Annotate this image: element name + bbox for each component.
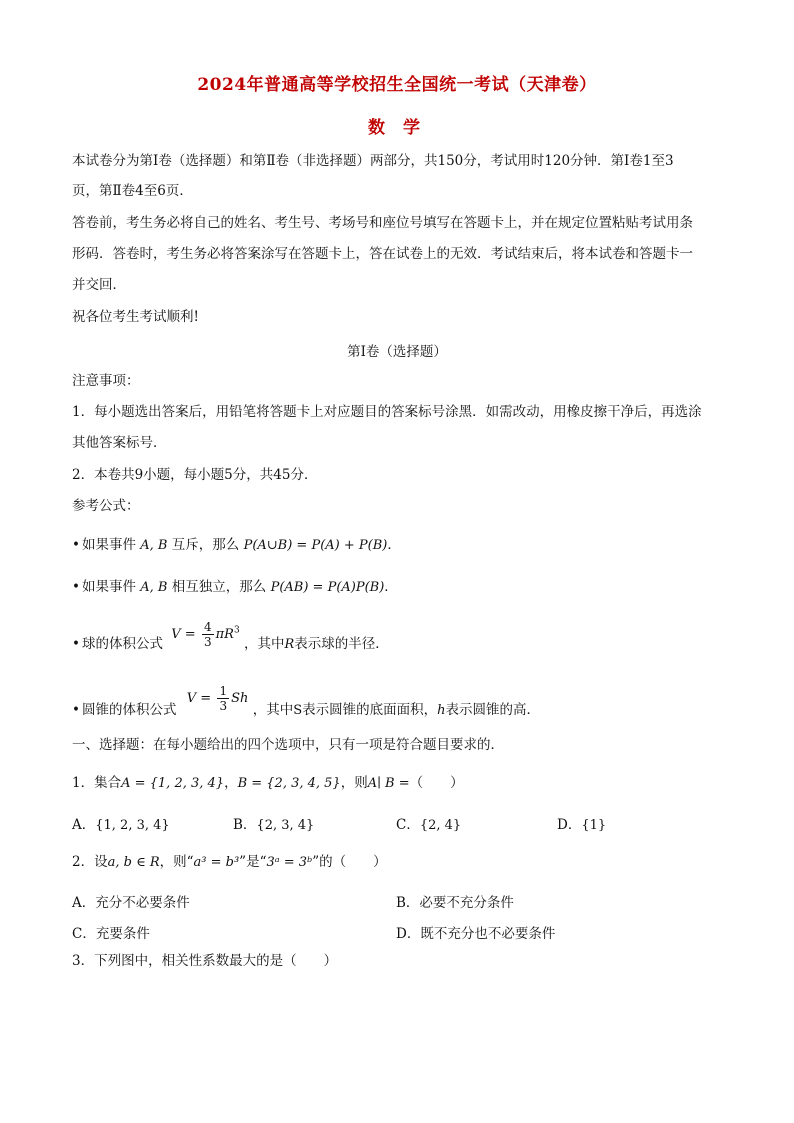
question-text: ，: [224, 775, 238, 791]
notice-label: 注意事项：: [72, 373, 140, 389]
option-label: C．: [72, 926, 96, 942]
formula-var: S: [293, 703, 303, 718]
notice-item: 2．本卷共9小题，每小题5分，共45分．: [72, 467, 318, 483]
formula-var: h: [437, 703, 446, 718]
formula-text: ，其中: [244, 636, 285, 652]
option-label: D．: [396, 926, 421, 942]
formula-text: 表示圆锥的底面面积，: [302, 702, 438, 718]
condition-1: a³ = b³: [193, 855, 240, 870]
question-1-stem: [72, 774, 464, 793]
fraction: $\frac{1}{3}$: [219, 684, 228, 713]
exponent: 3: [233, 625, 240, 636]
formula-text: ，其中: [252, 702, 294, 718]
condition-2: 3ᵃ = 3ᵇ: [266, 855, 313, 870]
formula-text: 表示球的半径．: [294, 636, 389, 652]
formula-expression: P(AB) = P(A)P(B): [270, 580, 385, 595]
question-expression: A∣ B =: [367, 776, 410, 791]
formula-lhs: V =: [186, 691, 212, 706]
option-label: B．: [233, 817, 257, 833]
question-3-stem: 3．下列图中，相关性系数最大的是（ ）: [72, 953, 338, 969]
intro-paragraph-line: 答卷前，考生务必将自己的姓名、考生号、考场号和座位号填写在答题卡上，并在规定位置粘贴考试用条: [72, 215, 693, 231]
option-label: C．: [396, 817, 420, 833]
option-value: 既不充分也不必要条件: [420, 926, 556, 942]
bullet-icon: •: [72, 702, 80, 718]
option-label: D．: [557, 817, 582, 833]
option-value: {2, 3, 4}: [256, 818, 315, 833]
bullet-icon: •: [72, 537, 80, 553]
formula-text: 圆锥的体积公式: [81, 702, 177, 718]
formula-rhs: Sh: [231, 691, 249, 706]
intro-paragraph-line: 本试卷分为第Ⅰ卷（选择题）和第Ⅱ卷（非选择题）两部分，共150分，考试用时120分钟．第Ⅰ卷1至3: [72, 153, 674, 169]
formula-var: R: [284, 637, 295, 652]
q1-option-c[interactable]: [396, 813, 461, 833]
question-text: ，则“: [159, 854, 194, 870]
exam-title: 2024年普通高等学校招生全国统一考试（天津卷）: [197, 75, 597, 95]
q1-option-b[interactable]: [233, 813, 314, 833]
option-value: {1, 2, 3, 4}: [95, 818, 170, 833]
q1-option-d[interactable]: [557, 813, 606, 833]
q2-option-a[interactable]: [72, 891, 190, 911]
formula-cone-volume: [72, 684, 540, 725]
formula-text: 如果事件: [81, 579, 136, 595]
formula-text: 球的体积公式: [81, 636, 163, 652]
question-vars: a, b ∈ R: [107, 855, 160, 870]
question-2-stem: [72, 853, 387, 872]
question-text: ”的（ ）: [312, 854, 387, 870]
bullet-icon: •: [72, 636, 80, 652]
option-label: A．: [72, 817, 96, 833]
formula-text: 相互独立，那么: [171, 579, 267, 595]
good-luck-line: 祝各位考生考试顺利!: [72, 309, 199, 325]
q1-option-a[interactable]: [72, 813, 170, 833]
subject-heading: 数 学: [368, 118, 426, 138]
question-text: 1．集合: [72, 775, 122, 791]
question-text: ，则: [340, 775, 368, 791]
formula-vars: A, B: [140, 538, 168, 553]
formula-expression: P(A∪B) = P(A) + P(B): [243, 538, 388, 553]
formula-text: 如果事件: [81, 537, 136, 553]
formula-independent-events: • 如果事件 A, B 相互独立，那么 P(AB) = P(A)P(B)．: [72, 579, 398, 595]
option-label: A．: [72, 895, 96, 911]
formula-sphere-volume: [72, 620, 389, 659]
option-label: B．: [396, 895, 420, 911]
intro-paragraph-line: 形码．答卷时，考生务必将答案涂写在答题卡上，答在试卷上的无效．考试结束后，将本试卷和答题卡一: [72, 246, 693, 262]
question-text: ”是“: [239, 854, 267, 870]
formula-text: 表示圆锥的高．: [445, 702, 540, 718]
intro-paragraph-line: 并交回．: [72, 277, 126, 293]
answer-blank: （ ）: [409, 775, 464, 791]
option-value: 充分不必要条件: [95, 895, 190, 911]
notice-item: 1．每小题选出答案后，用铅笔将答题卡上对应题目的答案标号涂黑．如需改动，用橡皮擦干净后，再选涂: [72, 404, 702, 420]
intro-paragraph-line: 页，第Ⅱ卷4至6页．: [72, 183, 193, 199]
formula-exclusive-events: • 如果事件 A, B 互斥，那么 P(A∪B) = P(A) + P(B)．: [72, 537, 401, 553]
part-heading: 一、选择题：在每小题给出的四个选项中，只有一项是符合题目要求的．: [72, 737, 504, 753]
option-value: {2, 4}: [419, 818, 462, 833]
bullet-icon: •: [72, 579, 80, 595]
set-b: B = {2, 3, 4, 5}: [237, 776, 341, 791]
option-value: {1}: [581, 818, 607, 833]
notice-item: 其他答案标号．: [72, 435, 167, 451]
formula-rhs: πR: [215, 627, 234, 642]
set-a: A = {1, 2, 3, 4}: [121, 776, 225, 791]
option-value: 充要条件: [95, 926, 150, 942]
section-heading: 第Ⅰ卷（选择题）: [347, 344, 447, 360]
q2-option-c[interactable]: [72, 922, 150, 942]
formula-vars: A, B: [140, 580, 168, 595]
fraction: $\frac{4}{3}$: [203, 620, 212, 649]
formula-lhs: V =: [171, 627, 196, 642]
q2-option-b[interactable]: [396, 891, 514, 911]
option-value: 必要不充分条件: [419, 895, 514, 911]
question-text: 2．设: [72, 854, 108, 870]
q2-option-d[interactable]: [396, 922, 555, 942]
formula-text: 互斥，那么: [171, 537, 240, 553]
formula-label: 参考公式：: [72, 498, 140, 514]
